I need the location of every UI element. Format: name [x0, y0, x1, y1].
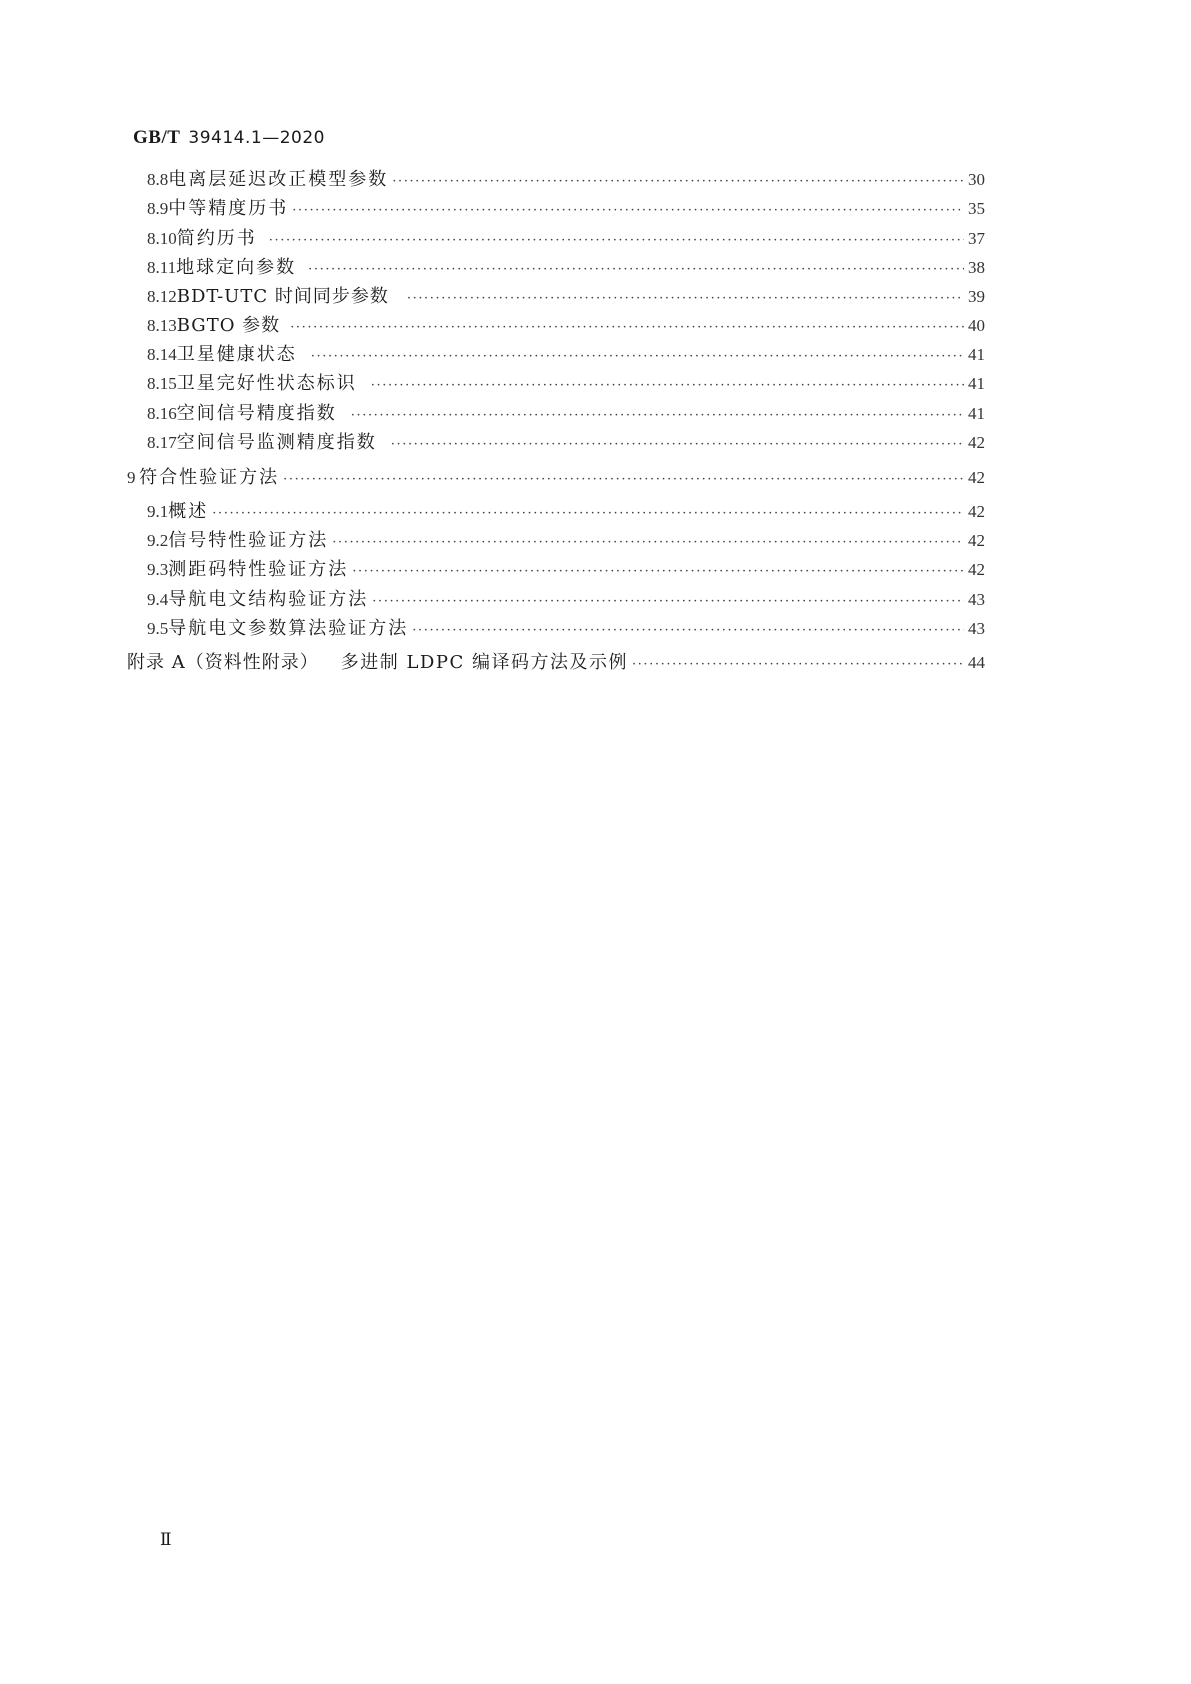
toc-entry-appendix[interactable]	[127, 652, 985, 676]
toc-entry-number: 9.3	[147, 560, 169, 579]
toc-entry-page: 44	[968, 653, 985, 672]
toc-entry-page: 40	[968, 316, 985, 335]
toc-leader-dots	[412, 620, 964, 642]
toc-entry[interactable]	[147, 618, 985, 642]
toc-entry[interactable]	[147, 344, 985, 368]
page-number: Ⅱ	[160, 1530, 172, 1549]
toc-entry-title: 卫星完好性状态标识	[176, 373, 357, 394]
toc-leader-dots	[283, 469, 964, 491]
toc-entry-page: 41	[968, 345, 985, 364]
toc-entry[interactable]	[147, 559, 985, 583]
toc-entry-number: 8.14	[147, 345, 177, 364]
toc-entry-title: BDT-UTC 时间同步参数	[176, 286, 389, 307]
toc-entry-number: 8.9	[147, 199, 169, 218]
toc-leader-dots	[292, 200, 964, 222]
toc-entry[interactable]	[147, 169, 985, 193]
toc-entry-page: 38	[968, 258, 985, 277]
toc-entry-number: 8.17	[147, 433, 177, 452]
toc-entry-number: 8.16	[147, 404, 177, 423]
toc-leader-dots	[391, 434, 964, 456]
toc-entry-title: 地球定向参数	[176, 257, 297, 278]
toc-leader-dots	[372, 591, 964, 613]
toc-entry-number: 9.5	[147, 619, 169, 638]
toc-entry-page: 35	[968, 199, 985, 218]
toc-entry-title: 概述	[168, 501, 209, 522]
toc-leader-dots	[290, 317, 964, 339]
toc-entry[interactable]	[147, 315, 985, 339]
toc-entry-title: 多进制 LDPC 编译码方法及示例	[340, 652, 628, 673]
toc-entry-title: 导航电文参数算法验证方法	[168, 618, 409, 639]
toc-entry[interactable]	[147, 432, 985, 456]
toc-entry-title: 导航电文结构验证方法	[168, 589, 369, 610]
toc-entry[interactable]	[147, 286, 985, 310]
toc-leader-dots	[392, 171, 964, 193]
toc-entry-title: BGTO 参数	[176, 315, 281, 336]
toc-entry-page: 43	[968, 619, 985, 638]
toc-entry[interactable]	[127, 467, 985, 491]
toc-leader-dots	[632, 654, 964, 676]
toc-entry-appendix-label: 附录 A（资料性附录）	[127, 652, 319, 673]
standard-code: GB/T	[133, 127, 181, 148]
toc-entry-number: 8.8	[147, 170, 169, 189]
toc-entry-number: 9.1	[147, 502, 169, 521]
toc-entry-title: 空间信号精度指数	[176, 403, 337, 424]
toc-entry-page: 42	[968, 468, 985, 487]
toc-entry-number: 8.11	[147, 258, 177, 277]
toc-entry-page: 30	[968, 170, 985, 189]
toc-entry[interactable]	[147, 228, 985, 252]
toc-entry-title: 符合性验证方法	[139, 467, 280, 488]
toc-entry-page: 39	[968, 287, 985, 306]
toc-entry[interactable]	[147, 257, 985, 281]
toc-entry-title: 电离层延迟改正模型参数	[168, 169, 389, 190]
toc-entry-page: 41	[968, 404, 985, 423]
toc-leader-dots	[407, 288, 964, 310]
toc-entry-title: 简约历书	[176, 228, 257, 249]
toc-entry-page: 41	[968, 374, 985, 393]
toc-entry-page: 42	[968, 433, 985, 452]
toc-entry-number: 8.12	[147, 287, 177, 306]
toc-leader-dots	[269, 230, 964, 252]
toc-entry[interactable]	[147, 373, 985, 397]
toc-entry-number: 9.2	[147, 531, 169, 550]
toc-entry-number: 8.10	[147, 229, 177, 248]
toc-entry-title: 空间信号监测精度指数	[176, 432, 377, 453]
toc-leader-dots	[308, 259, 964, 281]
toc-leader-dots	[212, 503, 964, 525]
toc-entry-title: 测距码特性验证方法	[168, 559, 349, 580]
toc-entry[interactable]	[147, 198, 985, 222]
toc-entry[interactable]	[147, 589, 985, 613]
toc-entry-page: 42	[968, 502, 985, 521]
toc-entry-page: 42	[968, 531, 985, 550]
toc-leader-dots	[351, 405, 964, 427]
toc-entry-page: 43	[968, 590, 985, 609]
toc-entry[interactable]	[147, 403, 985, 427]
toc-entry-number: 8.13	[147, 316, 177, 335]
toc-entry-title: 信号特性验证方法	[168, 530, 329, 551]
toc-entry[interactable]	[147, 501, 985, 525]
toc-entry-title: 中等精度历书	[168, 198, 289, 219]
toc-entry-title: 卫星健康状态	[176, 344, 297, 365]
toc-entry-number: 9.4	[147, 590, 169, 609]
toc-entry-page: 37	[968, 229, 985, 248]
toc-leader-dots	[371, 375, 964, 397]
toc-entry-number: 9	[127, 468, 136, 487]
toc-entry-page: 42	[968, 560, 985, 579]
standard-number: 39414.1—2020	[188, 128, 325, 148]
toc-leader-dots	[332, 532, 964, 554]
toc-entry-number: 8.15	[147, 374, 177, 393]
toc-leader-dots	[352, 561, 964, 583]
toc-leader-dots	[311, 346, 964, 368]
toc-entry[interactable]	[147, 530, 985, 554]
